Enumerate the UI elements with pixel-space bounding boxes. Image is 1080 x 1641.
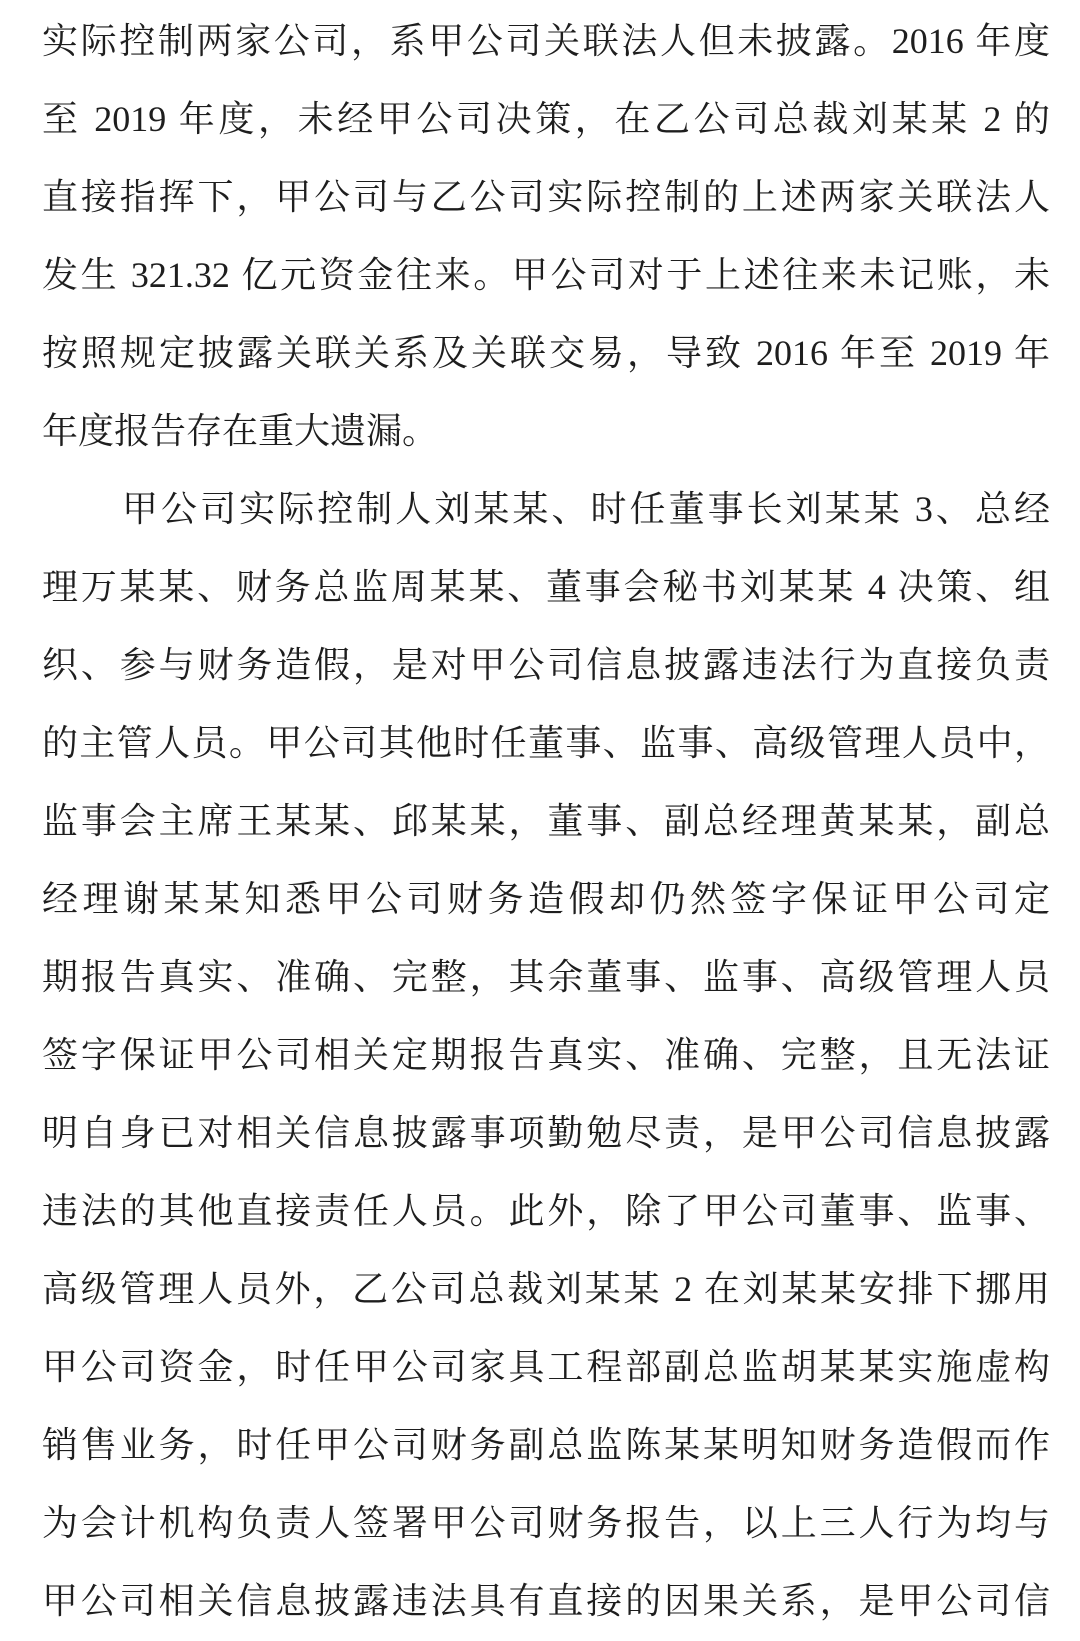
text-line: 为会计机构负责人签署甲公司财务报告，以上三人行为均与 <box>42 1503 1050 1543</box>
text-line-paragraph-end: 年度报告存在重大遗漏。 <box>42 411 439 451</box>
text-line: 的主管人员。甲公司其他时任董事、监事、高级管理人员中， <box>42 723 1050 763</box>
text-line: 至 2019 年度，未经甲公司决策，在乙公司总裁刘某某 2 的 <box>42 99 1050 139</box>
text-line: 高级管理人员外，乙公司总裁刘某某 2 在刘某某安排下挪用 <box>42 1269 1050 1309</box>
text-line: 签字保证甲公司相关定期报告真实、准确、完整，且无法证 <box>42 1035 1050 1075</box>
text-line: 甲公司资金，时任甲公司家具工程部副总监胡某某实施虚构 <box>42 1347 1050 1387</box>
text-line: 织、参与财务造假，是对甲公司信息披露违法行为直接负责 <box>42 645 1050 685</box>
text-line: 期报告真实、准确、完整，其余董事、监事、高级管理人员 <box>42 957 1050 997</box>
text-line: 监事会主席王某某、邱某某，董事、副总经理黄某某，副总 <box>42 801 1050 841</box>
text-line: 违法的其他直接责任人员。此外，除了甲公司董事、监事、 <box>42 1191 1050 1231</box>
text-line: 经理谢某某知悉甲公司财务造假却仍然签字保证甲公司定 <box>42 879 1050 919</box>
text-line: 实际控制两家公司，系甲公司关联法人但未披露。2016 年度 <box>42 21 1050 61</box>
text-line: 甲公司相关信息披露违法具有直接的因果关系，是甲公司信 <box>42 1581 1050 1621</box>
text-line: 理万某某、财务总监周某某、董事会秘书刘某某 4 决策、组 <box>42 567 1050 607</box>
text-line: 按照规定披露关联关系及关联交易，导致 2016 年至 2019 年 <box>42 333 1050 373</box>
text-line: 发生 321.32 亿元资金往来。甲公司对于上述往来未记账，未 <box>42 255 1050 295</box>
text-line: 直接指挥下，甲公司与乙公司实际控制的上述两家关联法人 <box>42 177 1050 217</box>
text-line-paragraph-start: 甲公司实际控制人刘某某、时任董事长刘某某 3、总经 <box>122 489 1050 529</box>
text-line: 明自身已对相关信息披露事项勤勉尽责，是甲公司信息披露 <box>42 1113 1050 1153</box>
text-line: 销售业务，时任甲公司财务副总监陈某某明知财务造假而作 <box>42 1425 1050 1465</box>
